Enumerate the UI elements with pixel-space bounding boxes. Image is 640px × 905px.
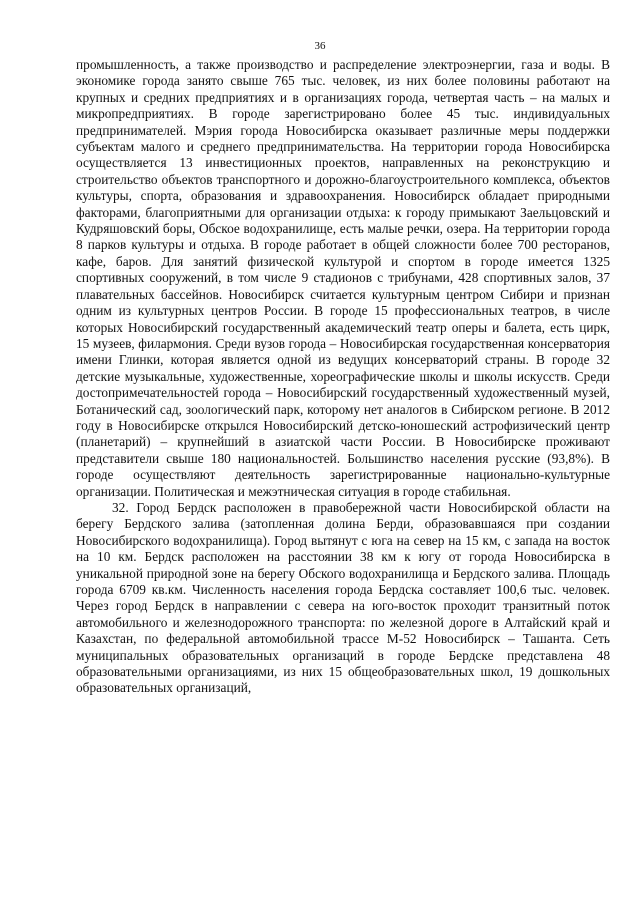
paragraph-berdsk: 32. Город Бердск расположен в правобережной части Новосибирской области на берегу Бердского залива (затопленная долина Берди, образовавшаяся при создании Новосибирского водохранилища). Город вытянут с юга на север на 15 км, с запада на восток на 10 км. Бердск расположен на расстоянии 38 км к югу от города Новосибирска в уникальной природной зоне на берегу Обского водохранилища и Бердского залива. Площадь города 6709 кв.км. Численность населения города Бердска составляет 100,6 тыс. человек. Через город Бердск в направлении с севера на юго-восток проходит транзитный поток автомобильного и железнодорожного транспорта: по железной дороге в Алтайский край и Казахстан, по федеральной автомобильной трассе М-52 Новосибирск – Ташанта. Сеть муниципальных образовательных организаций в городе Бердске представлена 48 образовательными организациями, из них 15 общеобразовательных школ, 19 дошкольных образовательных организаций, [76,499,610,696]
paragraph-novosibirsk-continued: промышленность, а также производство и распределение электроэнергии, газа и воды. В экономике города занято свыше 765 тыс. человек, из них более половины работают на крупных и средних предприятиях и в организациях города, четвертая часть – на малых и микропредприятиях. В городе зарегистрировано более 45 тыс. индивидуальных предпринимателей. Мэрия города Новосибирска оказывает различные меры поддержки субъектам малого и среднего предпринимательства. На территории города Новосибирска осуществляется 13 инвестиционных проектов, направленных на реконструкцию и строительство объектов транспортного и дорожно-благоустроительного комплекса, объектов культуры, спорта, образования и здравоохранения. Новосибирск обладает природными факторами, благоприятными для организации отдыха: к городу примыкают Заельцовский и Кудряшовский боры, Обское водохранилище, есть малые речки, озера. На территории города 8 парков культуры и отдыха. В городе работает в общей сложности более 700 ресторанов, кафе, баров. Для занятий физической культурой и спортом в городе имеется 1325 спортивных сооружений, в том числе 9 стадионов с трибунами, 428 спортивных залов, 37 плавательных бассейнов. Новосибирск считается культурным центром Сибири и признан одним из культурных центров России. В городе 15 профессиональных театров, в числе которых Новосибирский государственный академический театр оперы и балета, есть цирк, 15 музеев, филармония. Среди вузов города – Новосибирская государственная консерватория имени Глинки, которая является одной из ведущих консерваторий страны. В городе 32 детские музыкальные, художественные, хореографические школы и школы искусств. Среди достопримечательностей города – Новосибирский государственный художественный музей, Ботанический сад, зоологический парк, которому нет аналогов в Сибирском регионе. В 2012 году в Новосибирске открылся Новосибирский детско-юношеский астрофизический центр (планетарий) – крупнейший в азиатской части России. В Новосибирске проживают представители свыше 180 национальностей. Большинство населения русские (93,8%). В городе осуществляют деятельность зарегистрированные национально-культурные организации. Политическая и межэтническая ситуация в городе стабильная. [76,57,610,499]
document-body [76,57,610,697]
page-number: 36 [314,40,326,52]
